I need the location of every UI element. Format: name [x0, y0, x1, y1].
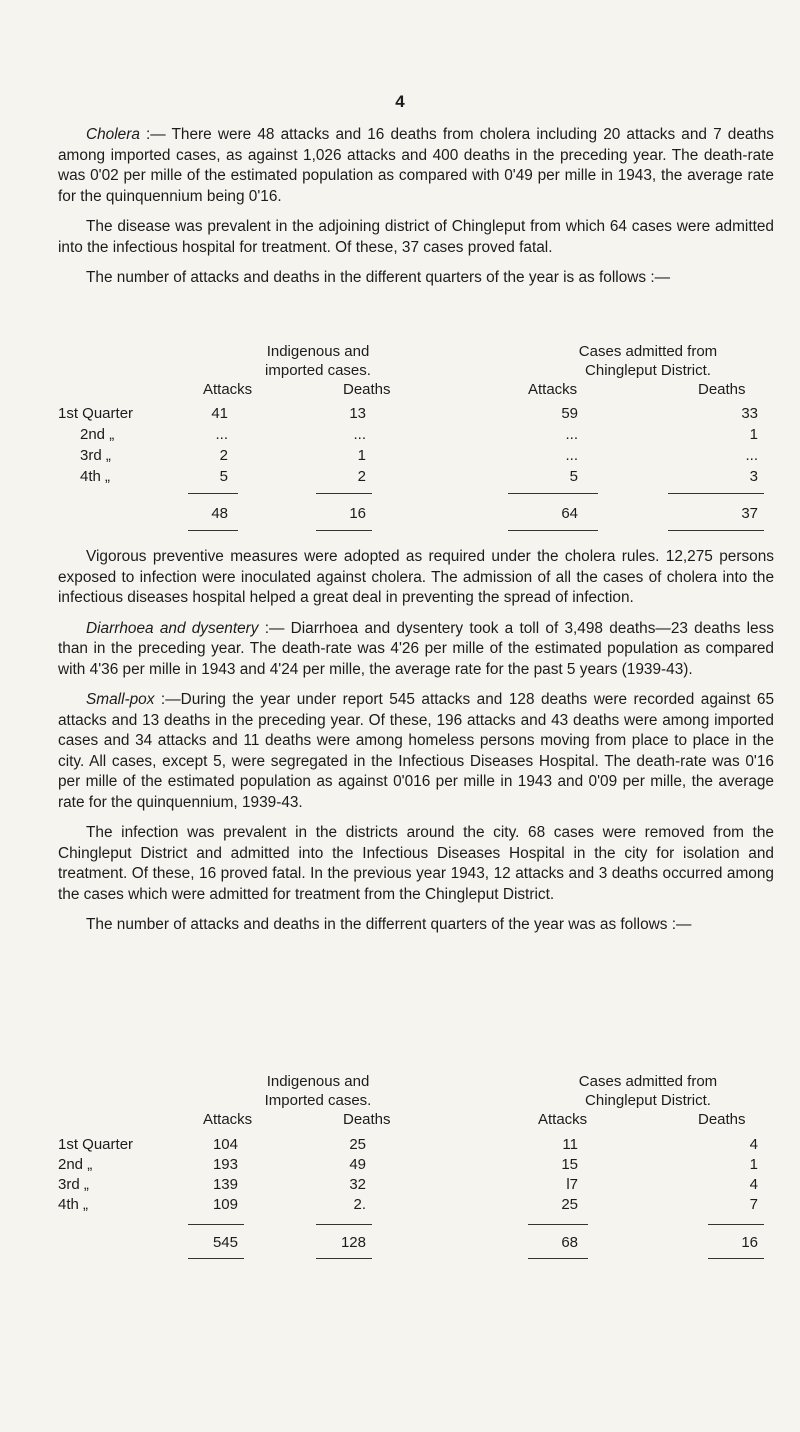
table2-col-header: Deaths	[698, 1111, 746, 1128]
divider	[708, 1224, 764, 1225]
table2-group2-line1: Cases admitted from	[578, 1073, 718, 1090]
table-cell: 104	[212, 1136, 238, 1153]
table-cell: 4	[749, 1136, 758, 1153]
table-cell: 11	[562, 1136, 578, 1153]
total-cell: 545	[212, 1234, 238, 1251]
table-cell: 2	[357, 468, 366, 485]
table-cell: 15	[561, 1156, 578, 1173]
cholera-paragraph-1	[58, 125, 774, 207]
row-label: 4th „	[80, 468, 111, 485]
smallpox-paragraph-3: The number of attacks and deaths in the differrent quarters of the year was as follows :—	[86, 916, 692, 933]
smallpox-table	[58, 1072, 774, 1272]
cholera-paragraph-2: The disease was prevalent in the adjoining district of Chingleput from which 64 cases were admitted into the infectious hospital for treatment. Of these, 37 cases proved fatal.	[58, 218, 774, 256]
page-number: 4	[395, 92, 405, 111]
table-cell: ...	[565, 426, 578, 443]
cholera-section	[58, 125, 774, 299]
table-cell: 4	[749, 1176, 758, 1193]
table2-col-header: Attacks	[203, 1111, 253, 1128]
table-cell: 13	[349, 405, 366, 422]
cholera-paragraph-3: The number of attacks and deaths in the different quarters of the year is as follows :—	[86, 269, 671, 286]
table-cell: 7	[749, 1196, 758, 1213]
middle-section	[58, 547, 774, 946]
table-cell: 193	[212, 1156, 238, 1173]
table-cell: 3	[749, 468, 758, 485]
table-cell: 1	[749, 1156, 758, 1173]
table-cell: 33	[741, 405, 758, 422]
table1-group1-line1: Indigenous and	[266, 343, 370, 360]
table-cell: 2.	[353, 1196, 366, 1213]
divider	[188, 1258, 244, 1259]
table-cell: 59	[561, 405, 578, 422]
table-cell: ...	[745, 447, 758, 464]
divider	[188, 530, 238, 531]
diarrhoea-paragraph	[58, 619, 774, 681]
table2-group1-line2: Imported cases.	[264, 1092, 372, 1109]
divider	[668, 530, 764, 531]
cholera-heading: Cholera	[86, 126, 140, 143]
table-cell: 49	[349, 1156, 366, 1173]
cholera-measures-paragraph: Vigorous preventive measures were adopted as required under the cholera rules. 12,275 persons exposed to infection were inoculated against cholera. The admission of all the cases of cholera into the infectious diseases hospital helped a great deal in preventing the spread of infection.	[58, 548, 774, 606]
divider	[508, 530, 598, 531]
row-label: 2nd „	[80, 426, 115, 443]
table-cell: 25	[349, 1136, 366, 1153]
table-cell: ...	[353, 426, 366, 443]
row-label: 4th „	[58, 1196, 89, 1213]
table-cell: 1	[357, 447, 366, 464]
table2-group-header-chingleput	[528, 1072, 768, 1110]
cholera-table	[58, 342, 774, 542]
table-cell: 41	[211, 405, 228, 422]
diarrhoea-text: :— Diarrhoea and dysentery took a toll of 3,498 deaths—23 deaths less than in the preceding year. The death-rate was 4'26 per mille of the estimated population as compared with 4'36 per mille in 1943 and 4'24 per mille, the average rate for the past 5 years (1939-43).	[58, 619, 775, 678]
table-cell: l7	[566, 1176, 578, 1193]
divider	[316, 1224, 372, 1225]
table1-col-header: Attacks	[203, 381, 253, 398]
total-cell: 68	[561, 1234, 578, 1251]
table1-group2-line2: Chingleput District.	[585, 362, 711, 379]
row-label: 1st Quarter	[58, 1136, 134, 1153]
total-cell: 16	[741, 1234, 758, 1251]
table-cell: 32	[349, 1176, 366, 1193]
row-label: 2nd „	[58, 1156, 93, 1173]
table2-col-header: Attacks	[538, 1111, 588, 1128]
divider	[188, 1224, 244, 1225]
total-cell: 48	[211, 505, 228, 522]
cholera-text: :— There were 48 attacks and 16 deaths from cholera including 20 attacks and 7 deaths among imported cases, as against 1,026 attacks and 400 deaths in the preceding year. The death-rate was 0'02 per mille of the estimated population as compared with 0'49 per mille in 1943, the average rate for the quinquennium being 0'16.	[58, 126, 774, 205]
divider	[316, 493, 372, 494]
table-cell: ...	[565, 447, 578, 464]
table2-group2-line2: Chingleput District.	[585, 1092, 711, 1109]
table-cell: 5	[569, 468, 578, 485]
total-cell: 16	[349, 505, 366, 522]
total-cell: 64	[561, 505, 578, 522]
table1-group-header-indigenous	[208, 342, 428, 380]
table1-col-header: Deaths	[698, 381, 746, 398]
divider	[508, 493, 598, 494]
table-cell: 5	[219, 468, 228, 485]
divider	[316, 1258, 372, 1259]
table2-group-header-indigenous	[208, 1072, 428, 1110]
divider	[708, 1258, 764, 1259]
table-cell: ...	[215, 426, 228, 443]
total-cell: 37	[741, 505, 758, 522]
table1-col-header: Deaths	[343, 381, 391, 398]
smallpox-paragraph-2: The infection was prevalent in the districts around the city. 68 cases were removed from the Chingleput District and admitted into the Infectious Diseases Hospital in the city for isolation and treatment. Of these, 16 proved fatal. In the previous year 1943, 12 attacks and 3 deaths occurred among the cases which were admitted for treatment from the Chingleput District.	[58, 824, 774, 903]
table1-group-header-chingleput	[528, 342, 768, 380]
divider	[528, 1224, 588, 1225]
divider	[316, 530, 372, 531]
table-cell: 139	[212, 1176, 238, 1193]
table1-group2-line1: Cases admitted from	[578, 343, 718, 360]
table1-group1-line2: imported cases.	[265, 362, 371, 379]
smallpox-heading: Small-pox	[86, 691, 155, 708]
divider	[528, 1258, 588, 1259]
row-label: 1st Quarter	[58, 405, 134, 422]
divider	[668, 493, 764, 494]
smallpox-paragraph-1	[58, 690, 774, 813]
table1-col-header: Attacks	[528, 381, 578, 398]
table-cell: 109	[212, 1196, 238, 1213]
table-cell: 25	[561, 1196, 578, 1213]
table-cell: 2	[219, 447, 228, 464]
table2-group1-line1: Indigenous and	[266, 1073, 370, 1090]
total-cell: 128	[340, 1234, 366, 1251]
row-label: 3rd „	[80, 447, 111, 464]
table2-col-header: Deaths	[343, 1111, 391, 1128]
row-label: 3rd „	[58, 1176, 89, 1193]
table-cell: 1	[749, 426, 758, 443]
diarrhoea-heading: Diarrhoea and dysentery	[86, 619, 259, 637]
smallpox-text: :—During the year under report 545 attacks and 128 deaths were recorded against 65 attacks and 13 deaths in the preceding year. Of these, 196 attacks and 43 deaths were among imported cases and 34 attacks and 11 deaths were among homeless persons moving from place to place in the city. All cases, except 5, were segregated in the Infectious Diseases Hospital. The death-rate was 0'16 per mille of the estimated population as against 0'016 per mille in 1943 and 0'09 per mille, the average rate for the quinquennium, 1939-43.	[58, 691, 774, 811]
divider	[188, 493, 238, 494]
